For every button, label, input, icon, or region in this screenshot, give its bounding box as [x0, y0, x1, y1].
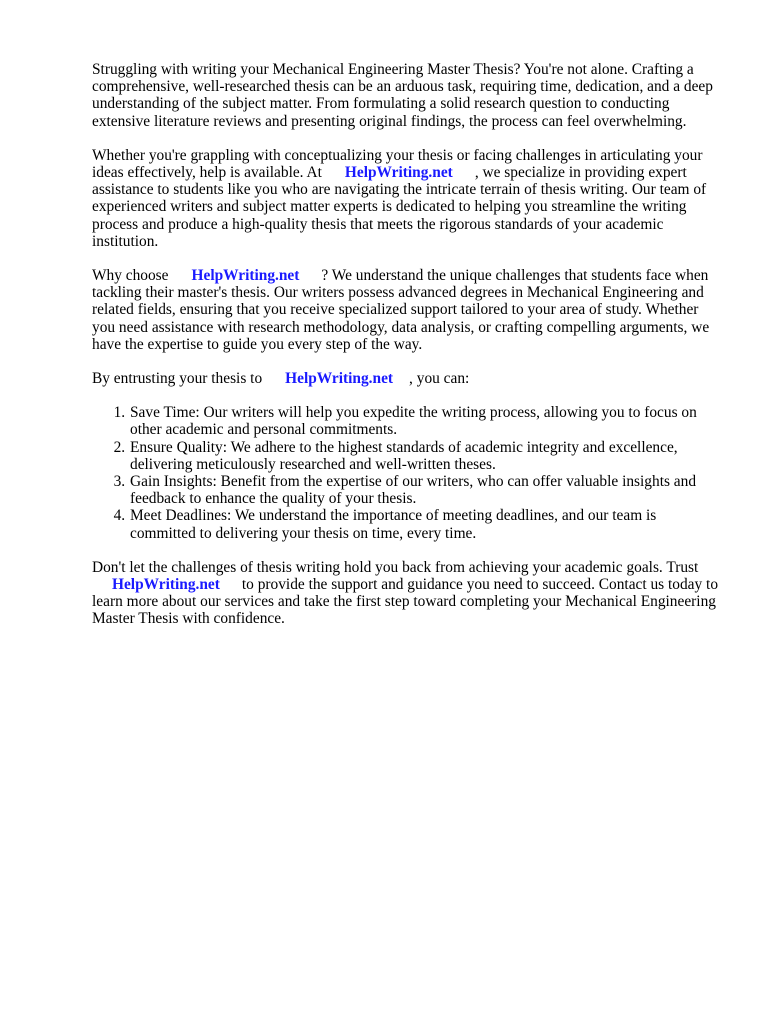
paragraph-text: to provide the support and guidance you need to succeed. Contact us today to learn more about our services and take the first step toward completing your Mechanical Engineering Master Thesis with confidence. [92, 576, 719, 628]
entrusting-paragraph [92, 370, 722, 387]
helpwriting-link[interactable]: HelpWriting.net [112, 576, 220, 594]
list-item: 2. Ensure Quality: We adhere to the highest standards of academic integrity and excellence, delivering meticulously researched and well-written theses. [129, 439, 722, 473]
list-item: 4. Meet Deadlines: We understand the importance of meeting deadlines, and our team is committed to delivering your thesis on time, every time. [129, 507, 722, 541]
paragraph-text: Whether you're grappling with conceptualizing your thesis or facing challenges in articulating your ideas effectively, help is available. At [92, 146, 703, 182]
help-available-paragraph [92, 147, 722, 250]
paragraph-text: ? We understand the unique challenges that students face when tackling their master's thesis. Our writers possess advanced degrees in Mechanical Engineering and related fields, ensuring that you receive specialized support tailored to your area of study. Whether you need assistance with research methodology, data analysis, or crafting compelling arguments, we have the expertise to guide you every step of the way. [92, 267, 710, 353]
closing-paragraph [92, 559, 722, 628]
why-choose-paragraph [92, 267, 722, 353]
paragraph-text: , you can: [409, 370, 470, 388]
document-page [92, 61, 722, 645]
helpwriting-link[interactable]: HelpWriting.net [344, 164, 453, 182]
benefits-list [92, 404, 722, 542]
paragraph-text: , we specialize in providing expert assistance to students like you who are navigating the intricate terrain of thesis writing. Our team of experienced writers and subject matter experts is dedicated to helping you streamline the writing process and produce a high-quality thesis that meets the rigorous standards of your academic institution. [92, 164, 707, 250]
list-item: 3. Gain Insights: Benefit from the expertise of our writers, who can offer valuable insights and feedback to enhance the quality of your thesis. [129, 473, 722, 507]
list-item: 1. Save Time: Our writers will help you expedite the writing process, allowing you to focus on other academic and personal commitments. [129, 404, 722, 438]
helpwriting-link[interactable]: HelpWriting.net [191, 267, 300, 285]
paragraph-text: By entrusting your thesis to [92, 370, 263, 388]
paragraph-text: Don't let the challenges of thesis writing hold you back from achieving your academic goals. Trust [92, 558, 699, 576]
helpwriting-link[interactable]: HelpWriting.net [285, 370, 394, 388]
paragraph-text: Why choose [92, 267, 169, 285]
intro-paragraph: Struggling with writing your Mechanical Engineering Master Thesis? You're not alone. Crafting a comprehensive, well-researched thesis can be an arduous task, requiring time, dedication, and a deep understanding of the subject matter. From formulating a solid research question to conducting extensive literature reviews and presenting original findings, the process can feel overwhelming. [92, 61, 713, 130]
